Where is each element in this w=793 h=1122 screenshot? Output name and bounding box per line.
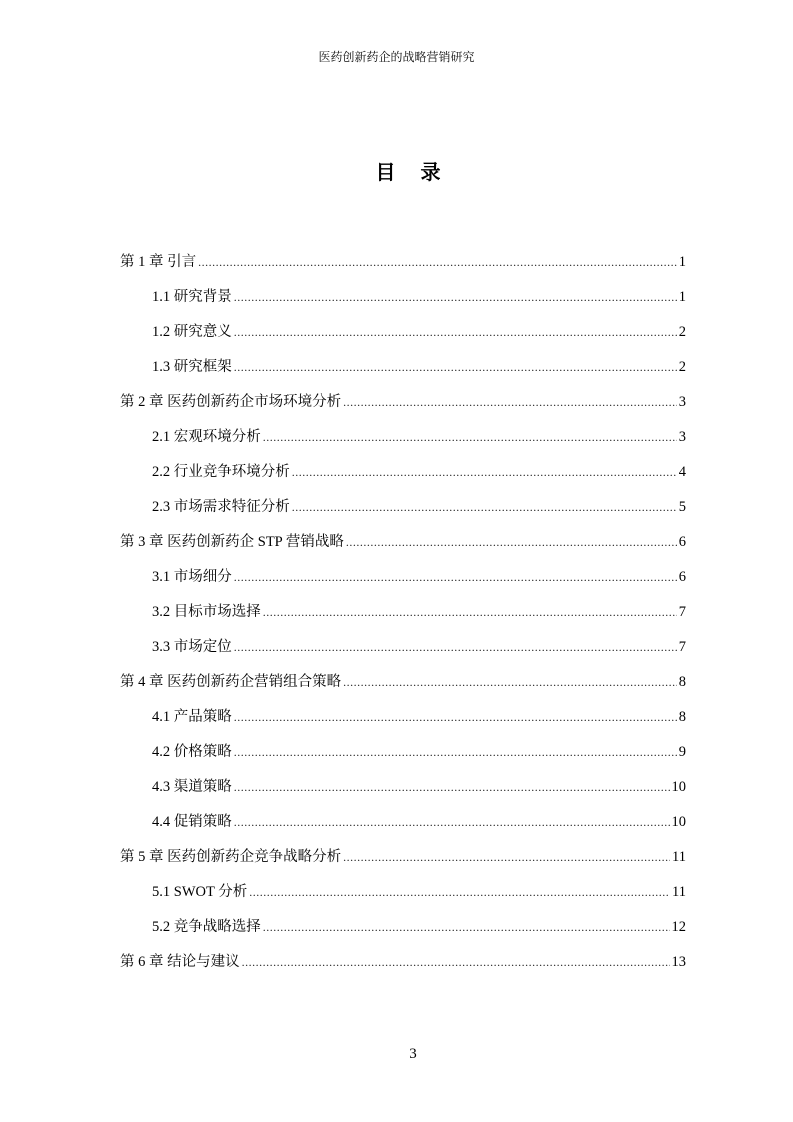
toc-entry-page: 4 bbox=[678, 464, 686, 480]
toc-entry-label: 第 3 章 医药创新药企 STP 营销战略 bbox=[120, 534, 344, 550]
dot-leader bbox=[234, 812, 670, 832]
toc-entry-page: 12 bbox=[671, 919, 686, 935]
toc-entry-page: 9 bbox=[678, 744, 686, 760]
toc-entry-label: 第 1 章 引言 bbox=[120, 254, 197, 270]
toc-entry-label: 第 6 章 结论与建议 bbox=[120, 954, 240, 970]
toc-entry-label: 1.3 研究框架 bbox=[152, 359, 232, 375]
toc-entry-label: 5.1 SWOT 分析 bbox=[152, 884, 248, 900]
toc-entry-4-3[interactable] bbox=[120, 777, 686, 812]
toc-entry-chapter-6[interactable] bbox=[120, 952, 686, 987]
dot-leader bbox=[263, 427, 677, 447]
toc-entry-page: 2 bbox=[678, 324, 686, 340]
toc-entry-2-3[interactable] bbox=[120, 497, 686, 532]
running-header: 医药创新药企的战略营销研究 bbox=[318, 50, 475, 64]
toc-entry-page: 1 bbox=[678, 254, 686, 270]
toc-entry-page: 7 bbox=[678, 639, 686, 655]
dot-leader bbox=[242, 952, 670, 972]
toc-entry-label: 1.2 研究意义 bbox=[152, 324, 232, 340]
toc-entry-chapter-4[interactable] bbox=[120, 672, 686, 707]
toc-entry-page: 8 bbox=[678, 709, 686, 725]
toc-entry-chapter-1[interactable] bbox=[120, 252, 686, 287]
dot-leader bbox=[343, 672, 677, 692]
toc-entry-2-1[interactable] bbox=[120, 427, 686, 462]
dot-leader bbox=[234, 742, 677, 762]
toc-entry-page: 6 bbox=[678, 534, 686, 550]
toc-entry-page: 11 bbox=[672, 849, 686, 865]
toc-entry-3-3[interactable] bbox=[120, 637, 686, 672]
toc-entry-label: 2.2 行业竞争环境分析 bbox=[152, 464, 290, 480]
toc-entry-label: 第 4 章 医药创新药企营销组合策略 bbox=[120, 674, 342, 690]
dot-leader bbox=[263, 602, 677, 622]
dot-leader bbox=[234, 567, 677, 587]
toc-entry-page: 10 bbox=[671, 814, 686, 830]
toc-entry-4-4[interactable] bbox=[120, 812, 686, 847]
toc-entry-label: 1.1 研究背景 bbox=[152, 289, 232, 305]
toc-entry-1-3[interactable] bbox=[120, 357, 686, 392]
toc-entry-5-2[interactable] bbox=[120, 917, 686, 952]
dot-leader bbox=[234, 707, 677, 727]
toc-entry-3-2[interactable] bbox=[120, 602, 686, 637]
toc-entry-label: 4.4 促销策略 bbox=[152, 814, 232, 830]
toc-entry-label: 第 5 章 医药创新药企竞争战略分析 bbox=[120, 849, 342, 865]
toc-entry-1-2[interactable] bbox=[120, 322, 686, 357]
toc-entry-4-2[interactable] bbox=[120, 742, 686, 777]
toc-entry-page: 3 bbox=[678, 394, 686, 410]
toc-entry-page: 10 bbox=[671, 779, 686, 795]
toc-entry-label: 2.3 市场需求特征分析 bbox=[152, 499, 290, 515]
dot-leader bbox=[234, 287, 677, 307]
toc-entry-label: 5.2 竞争战略选择 bbox=[152, 919, 261, 935]
toc-entry-label: 3.2 目标市场选择 bbox=[152, 604, 261, 620]
toc-entry-chapter-5[interactable] bbox=[120, 847, 686, 882]
page-number: 3 bbox=[409, 1046, 417, 1062]
toc-entry-page: 3 bbox=[678, 429, 686, 445]
toc-entry-page: 13 bbox=[671, 954, 686, 970]
dot-leader bbox=[263, 917, 670, 937]
toc-entry-page: 7 bbox=[678, 604, 686, 620]
dot-leader bbox=[249, 882, 670, 902]
dot-leader bbox=[346, 532, 677, 552]
toc-entry-chapter-2[interactable] bbox=[120, 392, 686, 427]
page-title: 目 录 bbox=[375, 162, 451, 184]
toc-entry-1-1[interactable] bbox=[120, 287, 686, 322]
toc-entry-page: 6 bbox=[678, 569, 686, 585]
dot-leader bbox=[234, 357, 677, 377]
toc-entry-page: 8 bbox=[678, 674, 686, 690]
toc-entry-chapter-3[interactable] bbox=[120, 532, 686, 567]
dot-leader bbox=[234, 637, 677, 657]
toc-entry-label: 4.3 渠道策略 bbox=[152, 779, 232, 795]
toc-entry-page: 11 bbox=[672, 884, 686, 900]
dot-leader bbox=[234, 777, 670, 797]
toc-entry-5-1[interactable] bbox=[120, 882, 686, 917]
toc-entry-label: 第 2 章 医药创新药企市场环境分析 bbox=[120, 394, 342, 410]
dot-leader bbox=[234, 322, 677, 342]
toc-entry-label: 3.1 市场细分 bbox=[152, 569, 232, 585]
toc-entry-label: 2.1 宏观环境分析 bbox=[152, 429, 261, 445]
dot-leader bbox=[343, 392, 677, 412]
toc-entry-2-2[interactable] bbox=[120, 462, 686, 497]
dot-leader bbox=[292, 462, 677, 482]
dot-leader bbox=[343, 847, 670, 867]
toc-entry-3-1[interactable] bbox=[120, 567, 686, 602]
dot-leader bbox=[292, 497, 677, 517]
toc-entry-label: 3.3 市场定位 bbox=[152, 639, 232, 655]
dot-leader bbox=[198, 252, 677, 272]
toc-entry-page: 1 bbox=[678, 289, 686, 305]
toc-entry-page: 5 bbox=[678, 499, 686, 515]
toc-entry-label: 4.2 价格策略 bbox=[152, 744, 232, 760]
table-of-contents bbox=[120, 252, 686, 987]
toc-entry-page: 2 bbox=[678, 359, 686, 375]
toc-entry-4-1[interactable] bbox=[120, 707, 686, 742]
toc-entry-label: 4.1 产品策略 bbox=[152, 709, 232, 725]
